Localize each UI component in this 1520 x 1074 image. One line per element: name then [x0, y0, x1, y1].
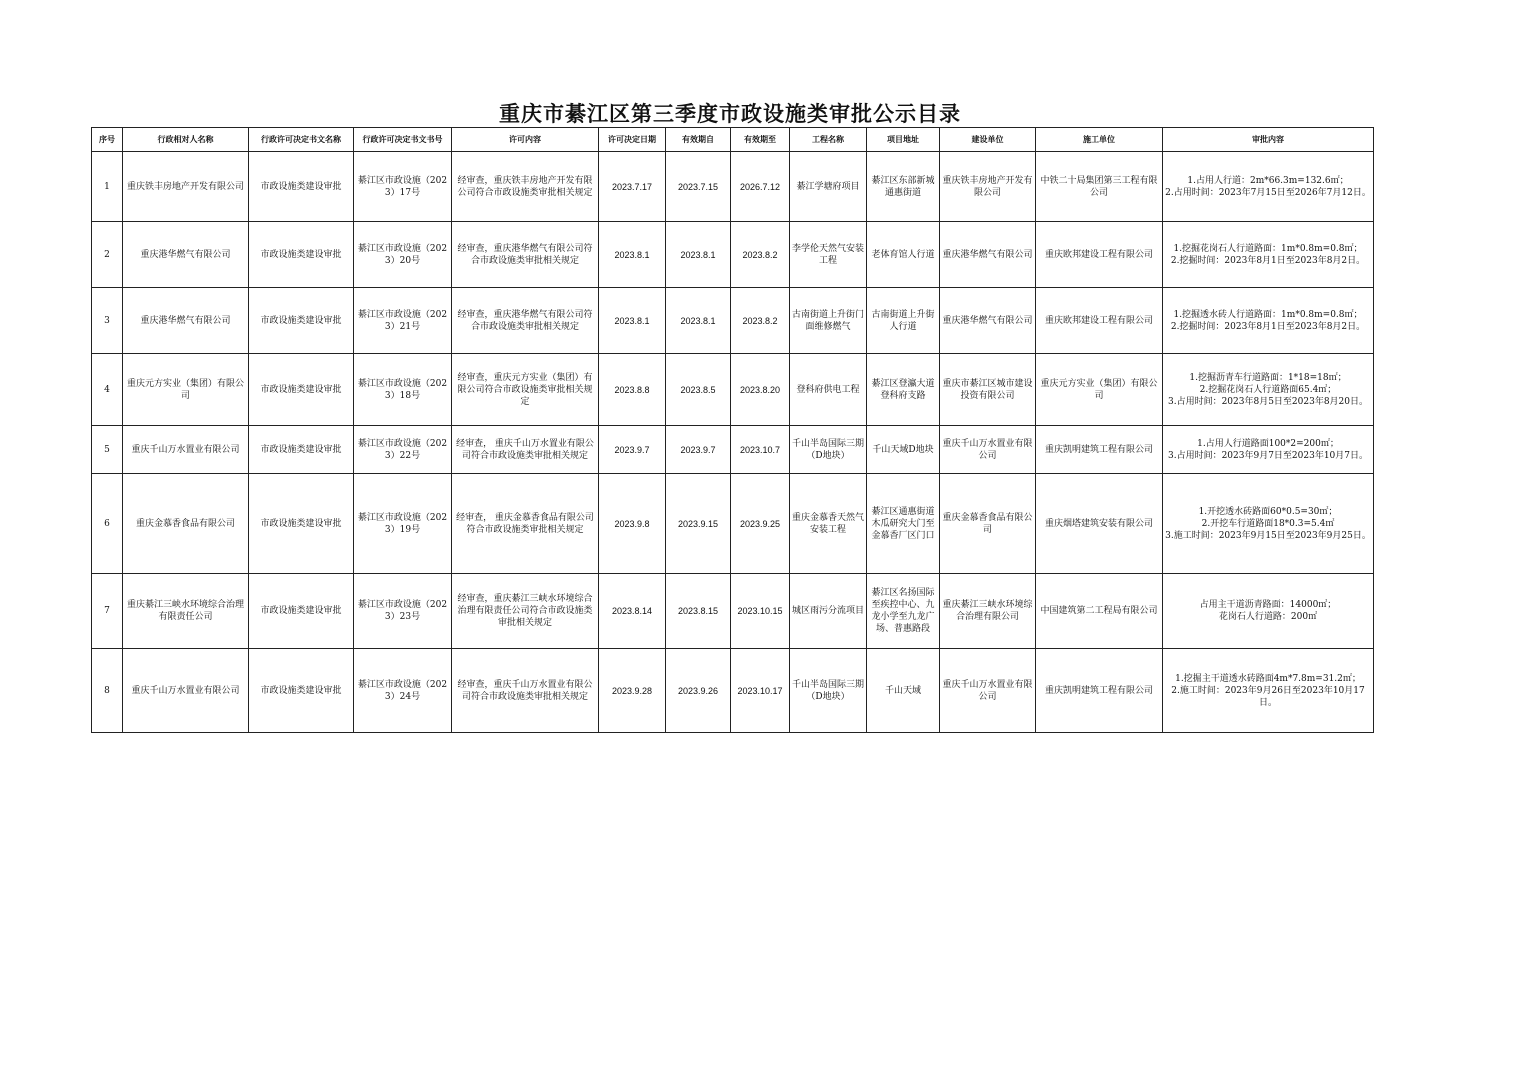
project-name-cell: 千山半岛国际三期（D地块）: [790, 426, 867, 474]
doc-number-cell: 綦江区市政设施（2023）20号: [354, 222, 452, 288]
approval-detail-line: 2.挖掘时间：2023年8月1日至2023年8月2日。: [1170, 255, 1366, 266]
valid-to-cell: 2023.8.20: [731, 354, 790, 426]
table-row: [92, 649, 1374, 733]
approval-detail-cell: [1163, 288, 1374, 354]
doc-number-cell: 綦江区市政设施（2023）17号: [354, 152, 452, 222]
approval-detail-line: 2.施工时间：2023年9月26日至2023年10月17日。: [1171, 685, 1365, 708]
decision-date-cell: 2023.8.1: [599, 288, 666, 354]
contractor-cell: 重庆欧邦建设工程有限公司: [1036, 222, 1163, 288]
builder-cell: 重庆港华燃气有限公司: [940, 222, 1036, 288]
table-row: [92, 426, 1374, 474]
builder-cell: 重庆千山万水置业有限公司: [940, 426, 1036, 474]
doc-number-cell: 綦江区市政设施（2023）22号: [354, 426, 452, 474]
valid-from-cell: 2023.9.7: [666, 426, 731, 474]
contractor-cell: 重庆烟塔建筑安装有限公司: [1036, 474, 1163, 574]
table-row: [92, 288, 1374, 354]
valid-to-cell: 2026.7.12: [731, 152, 790, 222]
permit-content-cell: 经审查， 重庆千山万水置业有限公司符合市政设施类审批相关规定: [452, 426, 599, 474]
approval-detail-line: 3.施工时间：2023年9月15日至2023年9月25日。: [1165, 530, 1371, 541]
applicant-cell: 重庆港华燃气有限公司: [123, 222, 249, 288]
valid-to-cell: 2023.9.25: [731, 474, 790, 574]
decision-date-cell: 2023.8.14: [599, 574, 666, 649]
decision-date-cell: 2023.8.8: [599, 354, 666, 426]
seq-cell: 5: [92, 426, 123, 474]
seq-cell: 8: [92, 649, 123, 733]
approval-table: [91, 127, 1374, 733]
approval-detail-cell: [1163, 222, 1374, 288]
valid-to-cell: 2023.10.17: [731, 649, 790, 733]
approval-detail-cell: [1163, 426, 1374, 474]
permit-content-cell: 经审查，重庆綦江三峡水环境综合治理有限责任公司符合市政设施类审批相关规定: [452, 574, 599, 649]
address-cell: 老体育馆人行道: [867, 222, 940, 288]
permit-content-cell: 经审查， 重庆金慕香食品有限公司符合市政设施类审批相关规定: [452, 474, 599, 574]
doc-name-cell: 市政设施类建设审批: [249, 222, 354, 288]
decision-date-cell: 2023.9.28: [599, 649, 666, 733]
permit-content-cell: 经审查，重庆铁丰房地产开发有限公司符合市政设施类审批相关规定: [452, 152, 599, 222]
project-name-cell: 千山半岛国际三期（D地块）: [790, 649, 867, 733]
approval-detail-line: 1.开挖透水砖路面60*0.5=30㎡；: [1198, 506, 1338, 517]
doc-name-cell: 市政设施类建设审批: [249, 649, 354, 733]
permit-content-cell: 经审查，重庆元方实业（集团）有限公司符合市政设施类审批相关规定: [452, 354, 599, 426]
approval-detail-line: 占用主干道沥青路面：14000㎡；: [1199, 600, 1337, 610]
approval-detail-line: 2.占用时间：2023年7月15日至2026年7月12日。: [1165, 187, 1371, 198]
valid-from-cell: 2023.8.15: [666, 574, 731, 649]
builder-cell: 重庆綦江三峡水环境综合治理有限公司: [940, 574, 1036, 649]
address-cell: 綦江区名扬国际至疾控中心、九龙小学至九龙广场、普惠路段: [867, 574, 940, 649]
doc-number-cell: 綦江区市政设施（2023）19号: [354, 474, 452, 574]
address-cell: 千山天域D地块: [867, 426, 940, 474]
seq-cell: 2: [92, 222, 123, 288]
approval-detail-line: 1.挖掘花岗石人行道路面：1m*0.8m=0.8㎡；: [1173, 243, 1363, 254]
decision-date-cell: 2023.9.8: [599, 474, 666, 574]
valid-to-cell: 2023.10.15: [731, 574, 790, 649]
header-cell: 施工单位: [1036, 128, 1163, 152]
permit-content-cell: 经审查，重庆港华燃气有限公司符合市政设施类审批相关规定: [452, 222, 599, 288]
contractor-cell: 重庆凯明建筑工程有限公司: [1036, 649, 1163, 733]
permit-content-cell: 经审查，重庆千山万水置业有限公司符合市政设施类审批相关规定: [452, 649, 599, 733]
approval-detail-line: 1.挖掘主干道透水砖路面4m*7.8m=31.2㎡；: [1175, 673, 1361, 684]
contractor-cell: 重庆凯明建筑工程有限公司: [1036, 426, 1163, 474]
table-row: [92, 474, 1374, 574]
header-cell: 有效期至: [731, 128, 790, 152]
header-cell: 建设单位: [940, 128, 1036, 152]
approval-detail-cell: [1163, 152, 1374, 222]
header-cell: 序号: [92, 128, 123, 152]
project-name-cell: 綦江学塘府项目: [790, 152, 867, 222]
header-cell: 行政许可决定书文名称: [249, 128, 354, 152]
header-cell: 项目地址: [867, 128, 940, 152]
header-cell: 许可决定日期: [599, 128, 666, 152]
valid-from-cell: 2023.8.5: [666, 354, 731, 426]
header-cell: 行政许可决定书文书号: [354, 128, 452, 152]
valid-from-cell: 2023.9.15: [666, 474, 731, 574]
approval-detail-line: 2.开挖车行道路面18*0.3=5.4㎡: [1201, 518, 1335, 529]
builder-cell: 重庆金慕香食品有限公司: [940, 474, 1036, 574]
project-name-cell: 登科府供电工程: [790, 354, 867, 426]
header-cell: 许可内容: [452, 128, 599, 152]
applicant-cell: 重庆金慕香食品有限公司: [123, 474, 249, 574]
valid-from-cell: 2023.8.1: [666, 288, 731, 354]
decision-date-cell: 2023.9.7: [599, 426, 666, 474]
valid-from-cell: 2023.8.1: [666, 222, 731, 288]
builder-cell: 重庆铁丰房地产开发有限公司: [940, 152, 1036, 222]
approval-detail-line: 花岗石人行道路：200㎡: [1218, 612, 1318, 622]
seq-cell: 3: [92, 288, 123, 354]
header-row: [92, 128, 1374, 152]
approval-detail-line: 1.占用人行道路面100*2=200㎡；: [1197, 438, 1339, 449]
approval-detail-cell: [1163, 474, 1374, 574]
approval-detail-line: 1.挖掘沥青车行道路面：1*18=18㎡；: [1189, 372, 1347, 383]
approval-detail-cell: [1163, 649, 1374, 733]
decision-date-cell: 2023.7.17: [599, 152, 666, 222]
project-name-cell: 城区雨污分流项目: [790, 574, 867, 649]
applicant-cell: 重庆千山万水置业有限公司: [123, 426, 249, 474]
seq-cell: 6: [92, 474, 123, 574]
valid-to-cell: 2023.10.7: [731, 426, 790, 474]
decision-date-cell: 2023.8.1: [599, 222, 666, 288]
applicant-cell: 重庆元方实业（集团）有限公司: [123, 354, 249, 426]
builder-cell: 重庆千山万水置业有限公司: [940, 649, 1036, 733]
approval-detail-line: 3.占用时间：2023年8月5日至2023年8月20日。: [1167, 396, 1369, 407]
header-cell: 有效期自: [666, 128, 731, 152]
address-cell: 千山天域: [867, 649, 940, 733]
contractor-cell: 重庆元方实业（集团）有限公司: [1036, 354, 1163, 426]
doc-name-cell: 市政设施类建设审批: [249, 354, 354, 426]
address-cell: 綦江区通惠街道木瓜研究大门至金慕香厂区门口: [867, 474, 940, 574]
header-cell: 行政相对人名称: [123, 128, 249, 152]
doc-name-cell: 市政设施类建设审批: [249, 152, 354, 222]
address-cell: 綦江区东部新城通惠街道: [867, 152, 940, 222]
address-cell: 綦江区登瀛大道登科府支路: [867, 354, 940, 426]
doc-number-cell: 綦江区市政设施（2023）23号: [354, 574, 452, 649]
applicant-cell: 重庆綦江三峡水环境综合治理有限责任公司: [123, 574, 249, 649]
page-title: 重庆市綦江区第三季度市政设施类审批公示目录: [499, 102, 961, 126]
table-row: [92, 354, 1374, 426]
contractor-cell: 重庆欧邦建设工程有限公司: [1036, 288, 1163, 354]
approval-detail-line: 1.挖掘透水砖人行道路面：1m*0.8m=0.8㎡；: [1173, 309, 1363, 320]
builder-cell: 重庆港华燃气有限公司: [940, 288, 1036, 354]
table-row: [92, 222, 1374, 288]
valid-from-cell: 2023.7.15: [666, 152, 731, 222]
address-cell: 古南街道上升街人行道: [867, 288, 940, 354]
applicant-cell: 重庆千山万水置业有限公司: [123, 649, 249, 733]
doc-number-cell: 綦江区市政设施（2023）21号: [354, 288, 452, 354]
doc-name-cell: 市政设施类建设审批: [249, 426, 354, 474]
applicant-cell: 重庆港华燃气有限公司: [123, 288, 249, 354]
approval-detail-line: 2.挖掘花岗石人行道路面65.4㎡；: [1199, 384, 1337, 395]
approval-detail-line: 3.占用时间：2023年9月7日至2023年10月7日。: [1167, 450, 1369, 461]
contractor-cell: 中国建筑第二工程局有限公司: [1036, 574, 1163, 649]
applicant-cell: 重庆铁丰房地产开发有限公司: [123, 152, 249, 222]
permit-content-cell: 经审查，重庆港华燃气有限公司符合市政设施类审批相关规定: [452, 288, 599, 354]
seq-cell: 1: [92, 152, 123, 222]
doc-name-cell: 市政设施类建设审批: [249, 474, 354, 574]
header-cell: 审批内容: [1163, 128, 1374, 152]
valid-from-cell: 2023.9.26: [666, 649, 731, 733]
table-row: [92, 152, 1374, 222]
table-row: [92, 574, 1374, 649]
doc-number-cell: 綦江区市政设施（2023）18号: [354, 354, 452, 426]
approval-detail-cell: [1163, 574, 1374, 649]
seq-cell: 7: [92, 574, 123, 649]
project-name-cell: 重庆金慕香天然气安装工程: [790, 474, 867, 574]
doc-name-cell: 市政设施类建设审批: [249, 288, 354, 354]
project-name-cell: 李学伦天然气安装工程: [790, 222, 867, 288]
builder-cell: 重庆市綦江区城市建设投资有限公司: [940, 354, 1036, 426]
project-name-cell: 古南街道上升街门面维修燃气: [790, 288, 867, 354]
header-cell: 工程名称: [790, 128, 867, 152]
contractor-cell: 中铁二十局集团第三工程有限公司: [1036, 152, 1163, 222]
doc-name-cell: 市政设施类建设审批: [249, 574, 354, 649]
approval-detail-cell: [1163, 354, 1374, 426]
doc-number-cell: 綦江区市政设施（2023）24号: [354, 649, 452, 733]
approval-detail-line: 2.挖掘时间：2023年8月1日至2023年8月2日。: [1170, 321, 1366, 332]
valid-to-cell: 2023.8.2: [731, 288, 790, 354]
seq-cell: 4: [92, 354, 123, 426]
approval-detail-line: 1.占用人行道：2m*66.3m=132.6㎡；: [1187, 175, 1349, 186]
valid-to-cell: 2023.8.2: [731, 222, 790, 288]
